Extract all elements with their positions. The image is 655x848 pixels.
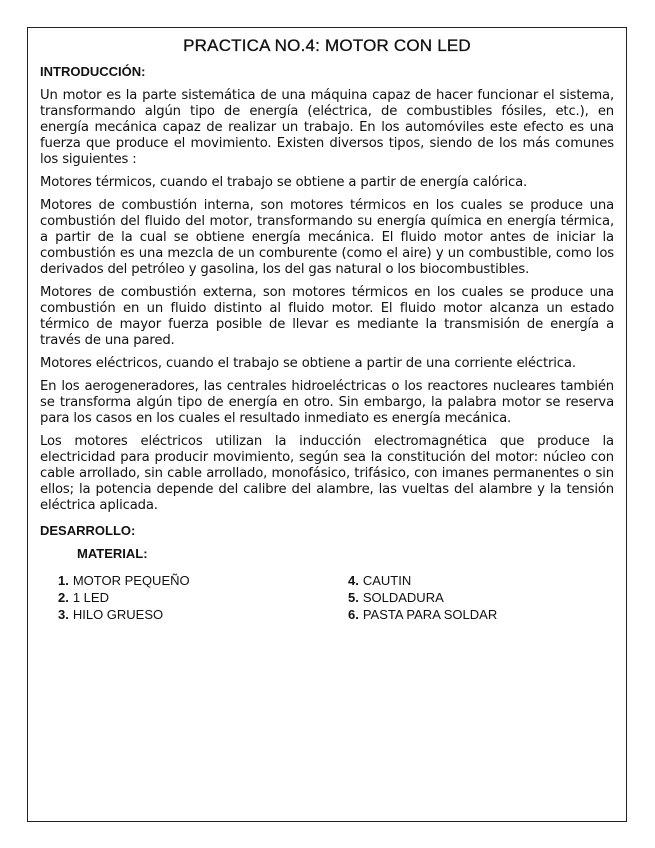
material-item bbox=[58, 590, 348, 607]
material-heading: MATERIAL: bbox=[77, 546, 148, 561]
paragraph-induction: Los motores eléctricos utilizan la inducción electromagnética que produce la electricidad para producir movimiento, según sea la constitución del motor: núcleo con cable arrollado, sin cable arrollado, monofásico, trifásico, con imanes permanentes o sin ellos; la potencia depende del calibre del alambre, las vueltas del alambre y la tensión eléctrica aplicada. bbox=[40, 434, 614, 513]
paragraph-electric-motors: Motores eléctricos, cuando el trabajo se obtiene a partir de una corriente eléctrica. bbox=[40, 356, 576, 371]
material-number: 4. bbox=[348, 573, 359, 588]
paragraph-internal-combustion: Motores de combustión interna, son motores térmicos en los cuales se produce una combustión del fluido del motor, transformando su energía química en energía térmica, a partir de la cual se obtiene energía mecánica. El fluido motor antes de iniciar la combustión es una mezcla de un comburente (como el aire) y un combustible, como los derivados del petróleo y gasolina, los del gas natural o los biocombustibles. bbox=[40, 198, 614, 277]
intro-heading: INTRODUCCIÓN: bbox=[40, 64, 146, 79]
material-item bbox=[348, 573, 588, 590]
development-heading: DESARROLLO: bbox=[40, 523, 136, 538]
material-number: 3. bbox=[58, 607, 69, 622]
material-label: SOLDADURA bbox=[362, 590, 444, 605]
material-item bbox=[58, 607, 348, 624]
material-label: PASTA PARA SOLDAR bbox=[362, 607, 498, 622]
page-title: PRACTICA NO.4: MOTOR CON LED bbox=[183, 36, 471, 55]
document-frame bbox=[27, 27, 627, 822]
material-list bbox=[58, 573, 614, 624]
material-label: CAUTIN bbox=[362, 573, 412, 588]
material-label: HILO GRUESO bbox=[72, 607, 164, 622]
paragraph-intro: Un motor es la parte sistemática de una máquina capaz de hacer funcionar el sistema, transformando algún tipo de energía (eléctrica, de combustibles fósiles, etc.), en energía mecánica capaz de realizar un trabajo. En los automóviles este efecto es una fuerza que produce el movimiento. Existen diversos tipos, siendo de los más comunes los siguientes : bbox=[40, 88, 614, 167]
material-number: 6. bbox=[348, 607, 359, 622]
material-item bbox=[348, 590, 588, 607]
paragraph-generators: En los aerogeneradores, las centrales hidroeléctricas o los reactores nucleares también se transforma algún tipo de energía en otro. Sin embargo, la palabra motor se reserva para los casos en los cuales el resultado inmediato es energía mecánica. bbox=[40, 379, 614, 426]
material-number: 2. bbox=[58, 590, 69, 605]
material-label: MOTOR PEQUEÑO bbox=[72, 573, 190, 588]
material-number: 5. bbox=[348, 590, 359, 605]
paragraph-thermal-motors: Motores térmicos, cuando el trabajo se obtiene a partir de energía calórica. bbox=[40, 175, 528, 190]
material-number: 1. bbox=[58, 573, 69, 588]
material-item bbox=[348, 607, 588, 624]
paragraph-external-combustion: Motores de combustión externa, son motores térmicos en los cuales se produce una combustión en un fluido distinto al fluido motor. El fluido motor alcanza un estado térmico de mayor fuerza posible de llevar es mediante la transmisión de energía a través de una pared. bbox=[40, 285, 614, 348]
material-label: 1 LED bbox=[72, 590, 109, 605]
material-item bbox=[58, 573, 348, 590]
